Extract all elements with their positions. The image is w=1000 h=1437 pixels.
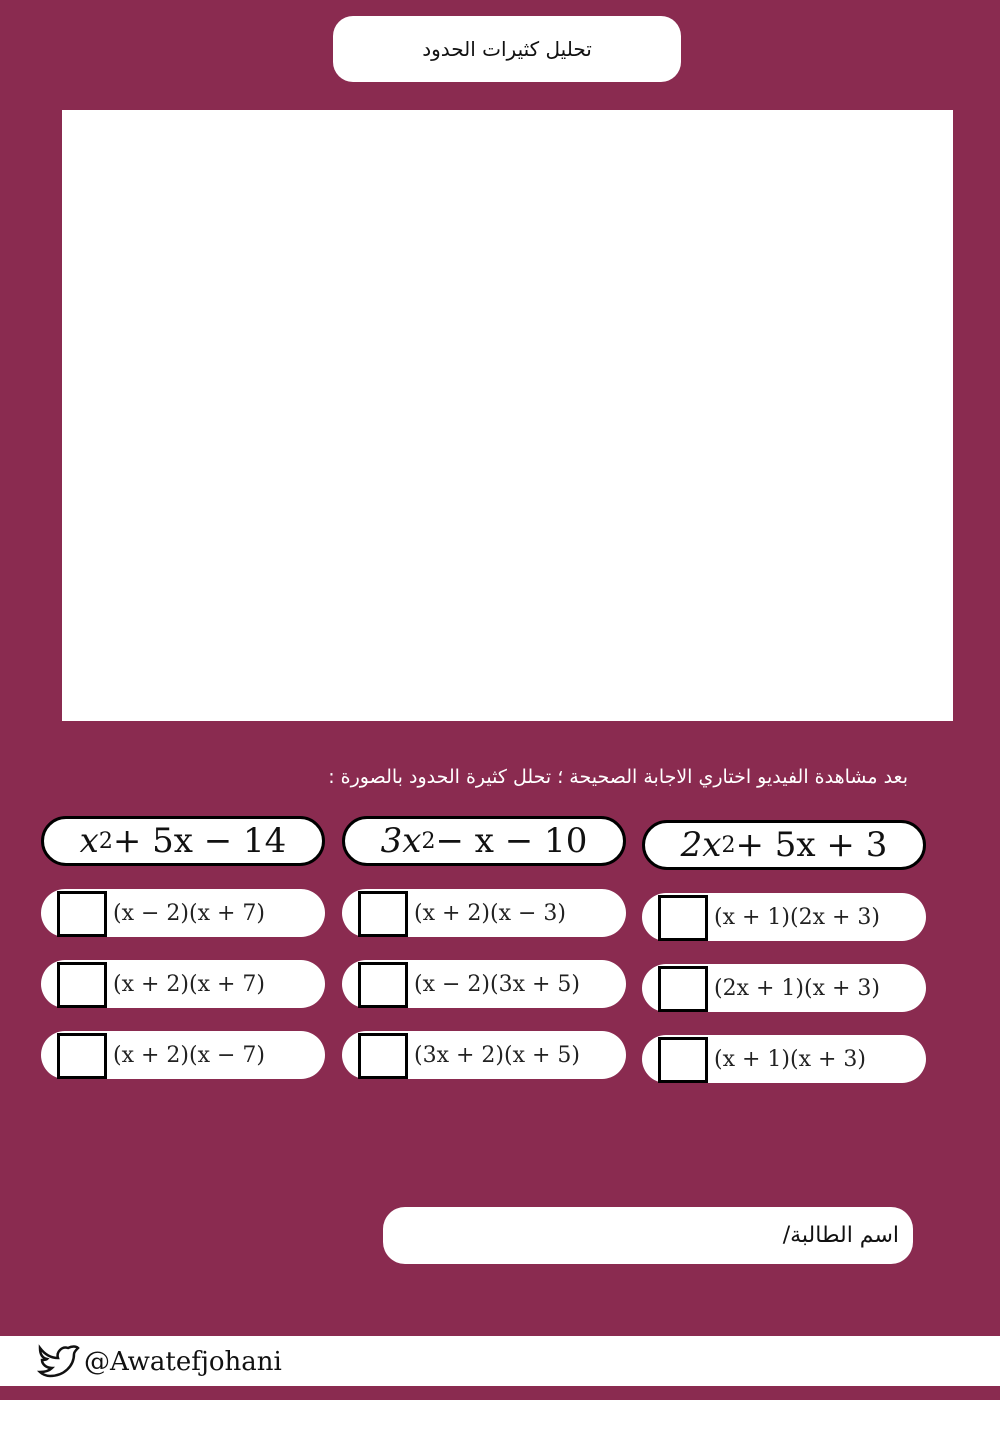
polynomial-2	[342, 816, 626, 866]
answer-option[interactable]	[642, 1035, 926, 1083]
student-name-label: اسم الطالبة/	[782, 1223, 899, 1248]
answer-option[interactable]	[642, 893, 926, 941]
answer-option[interactable]	[642, 964, 926, 1012]
bird-icon	[36, 1342, 82, 1382]
footer-credit	[36, 1340, 282, 1384]
answer-checkbox[interactable]	[658, 1037, 708, 1083]
instruction-text: بعد مشاهدة الفيديو اختاري الاجابة الصحيحة ؛ تحلل كثيرة الحدود بالصورة :	[328, 766, 908, 788]
answer-text: (x + 2)(x − 3)	[414, 900, 566, 926]
poly-base: 2x	[680, 825, 722, 865]
answer-text: (x + 1)(2x + 3)	[714, 904, 880, 930]
answer-option[interactable]	[41, 1031, 325, 1079]
poly-exponent: 2	[421, 828, 436, 854]
answer-checkbox[interactable]	[57, 1033, 107, 1079]
answer-checkbox[interactable]	[658, 895, 708, 941]
answer-checkbox[interactable]	[57, 962, 107, 1008]
polynomial-1	[41, 816, 325, 866]
poly-rest: − x − 10	[435, 821, 588, 861]
question-column-1	[41, 816, 325, 1079]
answer-text: (x + 1)(x + 3)	[714, 1046, 866, 1072]
poly-exponent: 2	[721, 832, 736, 858]
polynomial-3	[642, 820, 926, 870]
answer-option[interactable]	[342, 1031, 626, 1079]
poly-rest: + 5x + 3	[735, 825, 888, 865]
student-name-field[interactable]	[383, 1207, 913, 1264]
poly-rest: + 5x − 14	[112, 821, 287, 861]
answer-option[interactable]	[342, 889, 626, 937]
answer-text: (x + 2)(x + 7)	[113, 971, 265, 997]
answer-checkbox[interactable]	[358, 962, 408, 1008]
answer-text: (x − 2)(3x + 5)	[414, 971, 580, 997]
poly-exponent: 2	[98, 828, 113, 854]
answer-checkbox[interactable]	[57, 891, 107, 937]
answer-checkbox[interactable]	[358, 891, 408, 937]
answer-text: (x − 2)(x + 7)	[113, 900, 265, 926]
question-column-2	[342, 816, 626, 1079]
footer-handle: @Awatefjohani	[84, 1347, 282, 1377]
answer-text: (x + 2)(x − 7)	[113, 1042, 265, 1068]
bottom-band	[0, 1386, 1000, 1400]
answer-option[interactable]	[41, 960, 325, 1008]
poly-base: x	[79, 821, 99, 861]
answer-checkbox[interactable]	[358, 1033, 408, 1079]
poly-base: 3x	[380, 821, 422, 861]
answer-option[interactable]	[342, 960, 626, 1008]
answer-text: (3x + 2)(x + 5)	[414, 1042, 580, 1068]
answer-option[interactable]	[41, 889, 325, 937]
video-area[interactable]	[62, 110, 953, 721]
page-title: تحليل كثيرات الحدود	[333, 16, 681, 82]
answer-checkbox[interactable]	[658, 966, 708, 1012]
question-column-3	[642, 820, 926, 1083]
answer-text: (2x + 1)(x + 3)	[714, 975, 880, 1001]
